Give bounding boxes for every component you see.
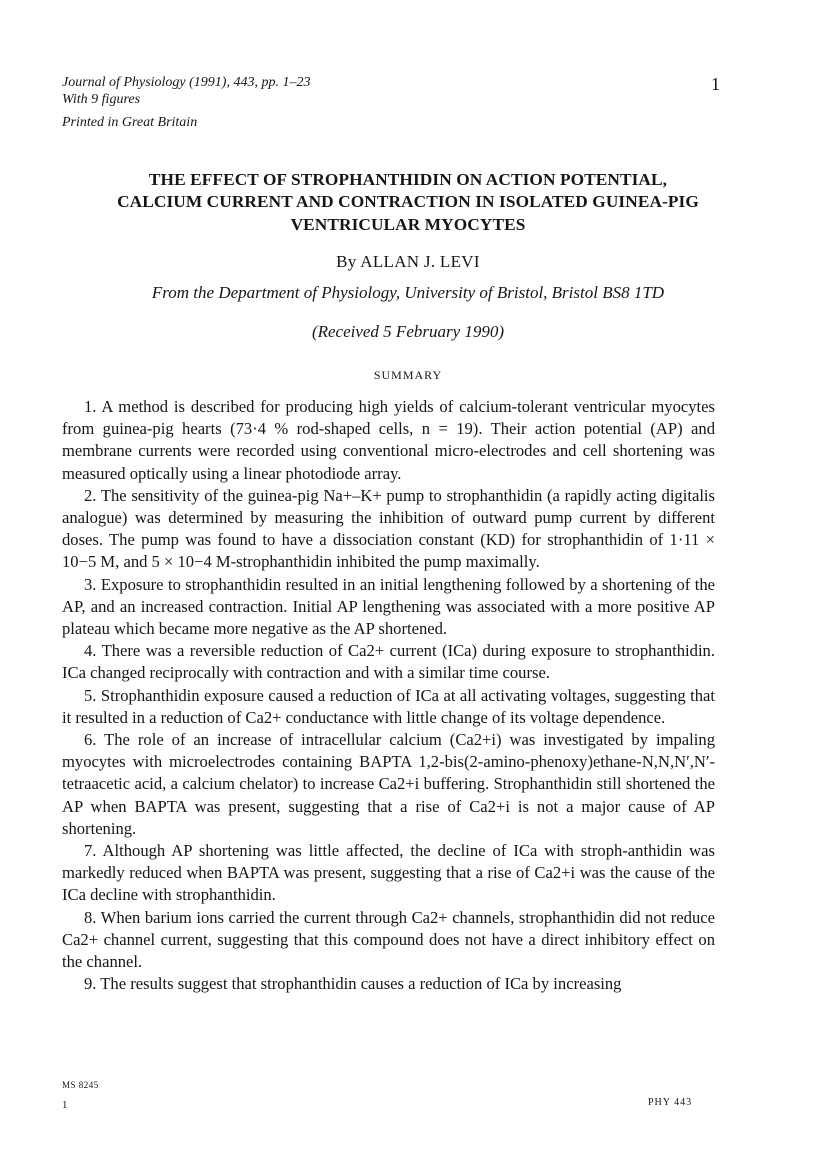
summary-paragraph-4: 4. There was a reversible reduction of Ca2+ current (ICa) during exposure to strophanthidin. ICa changed reciprocally with contraction and with a similar time course. xyxy=(62,641,715,683)
summary-paragraph-5: 5. Strophanthidin exposure caused a reduction of ICa at all activating voltages, suggesting that it resulted in a reduction of Ca2+ conductance with little change of its voltage dependence. xyxy=(62,685,715,727)
summary-paragraph-1: 1. A method is described for producing high yields of calcium-tolerant ventricular myocytes from guinea-pig hearts (73·4 % rod-shaped cells, n = 19). Their action potential (AP) and membrane currents were recorded using conventional micro-electrodes and cell shortening was measured optically using a linear photodiode array. xyxy=(62,397,715,483)
received-date: (Received 5 February 1990) xyxy=(311,322,505,341)
summary-body xyxy=(62,396,715,995)
affiliation: From the Department of Physiology, University of Bristol, Bristol BS8 1TD xyxy=(151,283,665,302)
by-label: By xyxy=(336,252,357,271)
summary-paragraph-6: 6. The role of an increase of intracellular calcium (Ca2+i) was investigated by impaling myocytes with microelectrodes containing BAPTA 1,2-bis(2-amino-phenoxy)ethane-N,N,N′,N′-tetraacetic acid, a calcium chelator) to increase Ca2+i buffering. Strophanthidin still shortened the AP when BAPTA was present, suggesting that a rise of Ca2+i is not a major cause of AP shortening. xyxy=(62,730,715,838)
page-number: 1 xyxy=(711,74,720,94)
title-line-2: CALCIUM CURRENT AND CONTRACTION IN ISOLATED GUINEA-PIG xyxy=(117,192,699,211)
byline xyxy=(62,252,754,272)
manuscript-number: MS 8245 xyxy=(62,1080,99,1090)
summary-paragraph-9: 9. The results suggest that strophanthidin causes a reduction of ICa by increasing xyxy=(84,974,622,994)
printed-in: Printed in Great Britain xyxy=(62,115,198,130)
summary-paragraph-2: 2. The sensitivity of the guinea-pig Na+–K+ pump to strophanthidin (a rapidly acting digitalis analogue) was determined by measuring the inhibition of outward pump current by different doses. The pump was found to have a dissociation constant (KD) for strophanthidin of 1·11 × 10−5 M, and 5 × 10−4 M-strophanthidin inhibited the pump maximally. xyxy=(62,485,715,572)
title-line-1: THE EFFECT OF STROPHANTHIDIN ON ACTION POTENTIAL, xyxy=(148,170,668,189)
summary-heading: SUMMARY xyxy=(373,368,443,382)
author-name: ALLAN J. LEVI xyxy=(360,252,480,271)
summary-paragraph-3: 3. Exposure to strophanthidin resulted in an initial lengthening followed by a shortening of the AP, and an increased contraction. Initial AP lengthening was associated with a more positive AP plateau which became more negative as the AP shortened. xyxy=(62,574,715,639)
figure-count: With 9 figures xyxy=(62,92,141,107)
sheet-signature: 1 xyxy=(62,1099,68,1111)
journal-code: PHY 443 xyxy=(648,1097,693,1108)
summary-paragraph-8: 8. When barium ions carried the current through Ca2+ channels, strophanthidin did not reduce Ca2+ channel current, suggesting that this compound does not have a direct inhibitory effect on the channel. xyxy=(62,907,715,972)
title-line-3: VENTRICULAR MYOCYTES xyxy=(290,215,526,234)
journal-citation: Journal of Physiology (1991), 443, pp. 1–23 xyxy=(62,75,311,90)
summary-paragraph-7: 7. Although AP shortening was little affected, the decline of ICa with stroph-anthidin was markedly reduced when BAPTA was present, suggesting that a rise of Ca2+i was the cause of the ICa decline with strophanthidin. xyxy=(62,841,715,905)
